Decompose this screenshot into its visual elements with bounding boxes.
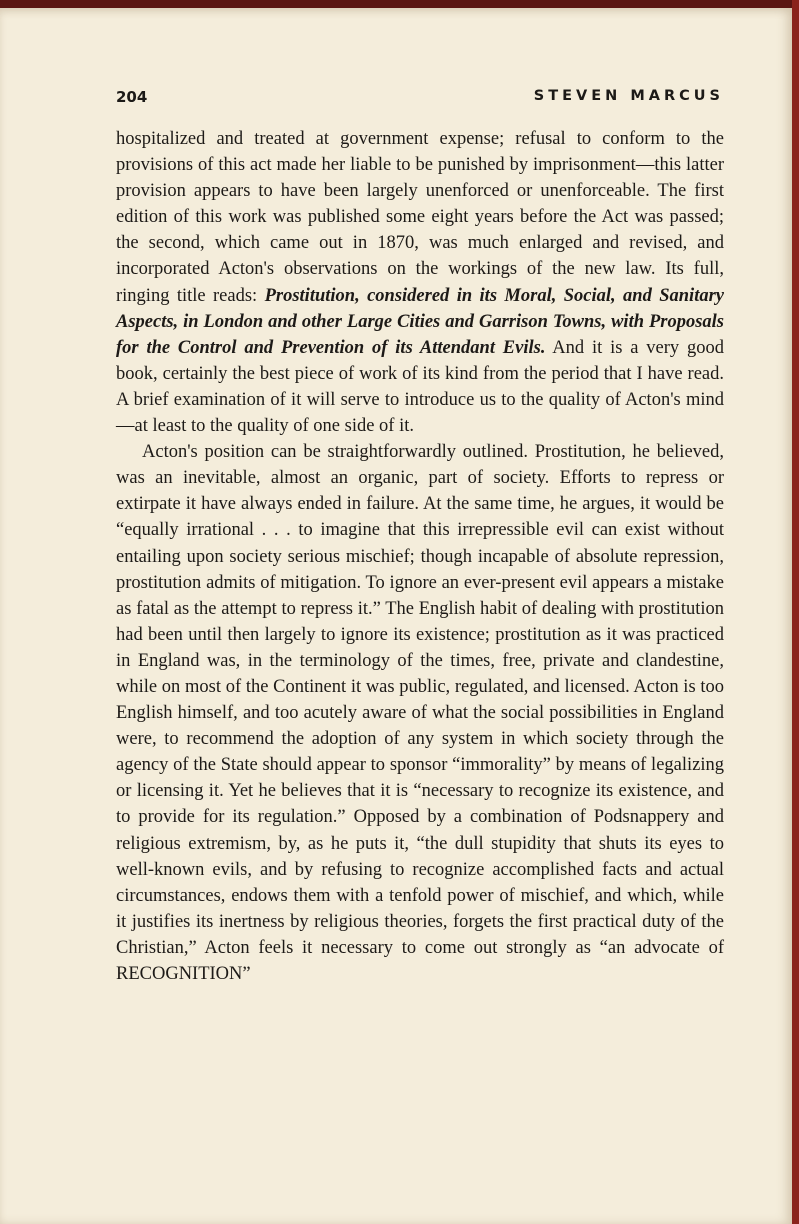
paragraph-1-text-before-title: hospitalized and treated at government expense; refusal to conform to the provisions of this act made her liable to be punished by imprisonment—this latter provision appears to have been largely unenforced or unenforceable. The first edition of this work was published some eight years before the Act was passed; the second, which came out in 1870, was much enlarged and revised, and incorporated Acton's observations on the workings of the new law. Its full, ringing title reads: [116, 129, 724, 306]
book-cover-edge [792, 0, 799, 1224]
book-title: Prostitution, considered in its Moral, Social, and Sanitary Aspects, in London and other Large Cities and Garrison Towns, with Proposals for the Control and Prevention of its Attendant Evils. [116, 285, 724, 358]
paragraph-2: Acton's position can be straightforwardly outlined. Prostitution, he believed, was an inevitable, almost an organic, part of society. Efforts to repress or extirpate it have always ended in failure. At the same time, he argues, it would be “equally irrational . . . to imagine that this irrepressible evil can exist without entailing upon society serious mischief; though incapable of absolute repression, prostitution admits of mitigation. To ignore an ever-present evil appears a mistake as fatal as the attempt to repress it.” The English habit of dealing with prostitution had been until then largely to ignore its existence; prostitution as it was practiced in England was, in the terminology of the times, free, private and clandestine, while on most of the Continent it was public, regulated, and licensed. Acton is too English himself, and too acutely aware of what the social possibilities in England were, to recommend the adoption of any system in which society through the agency of the State should appear to sponsor “immorality” by means of legalizing or licensing it. Yet he believes that it is “necessary to recognize its existence, and to provide for its regulation.” Opposed by a combination of Podsnappery and religious extremism, by, as he puts it, “the dull stupidity that shuts its eyes to well-known evils, and by refusing to recognize accomplished facts and actual circumstances, endows them with a tenfold power of mischief, and which, while it justifies its inertness by religious theories, forgets the first practical duty of the Christian,” Acton feels it necessary to come out strongly as “an advocate of RECOGNITION” [116, 442, 724, 984]
paragraph-1 [116, 126, 724, 439]
page-number: 204 [116, 88, 148, 106]
running-head: STEVEN MARCUS [533, 88, 724, 104]
paragraph-1-text-after-title: And it is a very good book, certainly the best piece of work of its kind from the period that I have read. A brief examination of it will serve to introduce us to the quality of Acton's mind—at least to the quality of one side of it. [116, 337, 725, 437]
book-top-edge [0, 0, 799, 8]
page-header [116, 88, 724, 112]
body-text [116, 126, 724, 987]
